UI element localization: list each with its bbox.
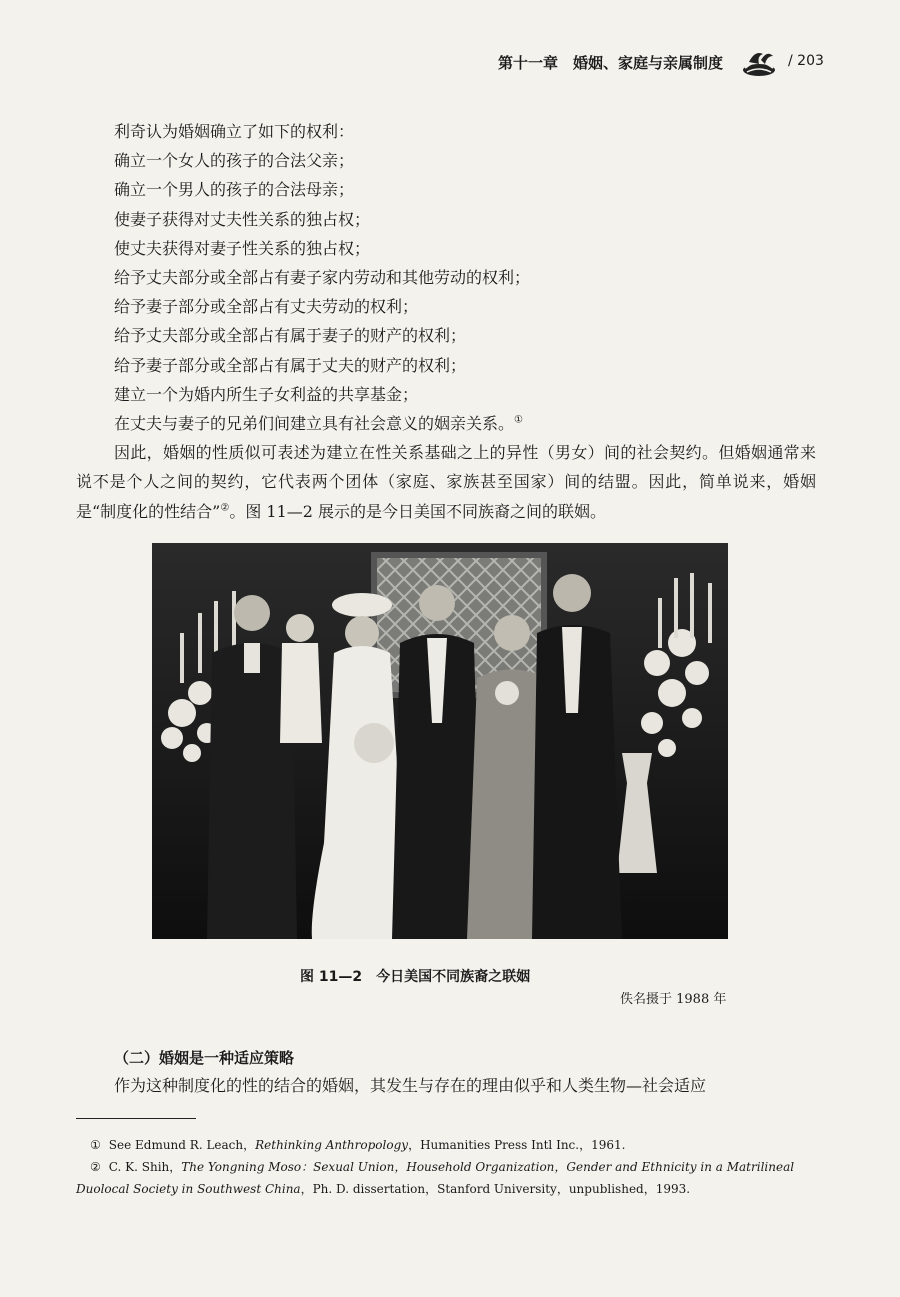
footnote-text: ，Ph. D. dissertation，Stanford University，unpublished，1993. — [300, 1182, 691, 1196]
rights-item-last — [76, 409, 816, 438]
footnote-2 — [76, 1156, 816, 1200]
rights-item: 确立一个男人的孩子的合法母亲； — [114, 180, 355, 200]
main-text — [76, 117, 816, 526]
rights-item: 确立一个女人的孩子的合法父亲； — [114, 151, 355, 171]
rights-item: 给予妻子部分或全部占有丈夫劳动的权利； — [114, 297, 419, 317]
footnote-title: Rethinking Anthropology — [255, 1138, 409, 1152]
footnote-1 — [76, 1134, 816, 1156]
footnote-ref-1[interactable]: ① — [514, 414, 523, 426]
book-logo-icon — [741, 48, 777, 78]
figure-caption: 图 11—2 今日美国不同族裔之联姻 — [300, 969, 531, 985]
figure-credit: 佚名摄于 1988 年 — [620, 992, 727, 1007]
rights-item: 给予丈夫部分或全部占有妻子家内劳动和其他劳动的权利； — [114, 268, 531, 288]
wedding-photo — [152, 543, 728, 939]
footnote-title: The Yongning Moso：Sexual Union，Household Organization，Gender and Ethnicity in a Matrilineal Duolocal Society in Southwest China — [76, 1160, 795, 1196]
rights-item: 建立一个为婚内所生子女利益的共享基金； — [114, 384, 419, 404]
rights-item-text: 在丈夫与妻子的兄弟们间建立具有社会意义的姻亲关系。 — [114, 414, 515, 434]
section-paragraph: 作为这种制度化的性的结合的婚姻，其发生与存在的理由似乎和人类生物—社会适应 — [114, 1076, 707, 1095]
footnote-marker: ② — [90, 1160, 101, 1174]
rights-item: 给予丈夫部分或全部占有属于妻子的财产的权利； — [114, 326, 467, 346]
footnote-text: C. K. Shih， — [108, 1160, 182, 1174]
chapter-title: 第十一章 婚姻、家庭与亲属制度 — [498, 54, 724, 72]
rights-intro: 利奇认为婚姻确立了如下的权利： — [114, 122, 355, 141]
running-header — [0, 50, 900, 80]
page-number: / 203 — [788, 53, 824, 69]
footnote-text: ，Humanities Press Intl Inc.，1961. — [408, 1138, 626, 1152]
section-heading: （二）婚姻是一种适应策略 — [114, 1049, 295, 1067]
footnote-text: See Edmund R. Leach， — [108, 1138, 256, 1152]
paragraph-text-1: 因此，婚姻的性质似可表述为建立在性关系基础之上的异性（男女）间的社会契约。但婚姻通常来说不是个人之间的契约，它代表两个团体（家庭、家族甚至国家）间的结盟。因此，简单说来，婚姻是“制度化的性结合” — [76, 443, 816, 521]
paragraph-text-2: 。图 11—2 展示的是今日美国不同族裔之间的联姻。 — [229, 501, 607, 521]
rights-item: 使丈夫获得对妻子性关系的独占权； — [114, 238, 371, 258]
footnote-ref-2[interactable]: ② — [220, 502, 230, 514]
footnote-divider — [76, 1118, 196, 1119]
footnote-marker: ① — [90, 1138, 101, 1152]
rights-item: 给予妻子部分或全部占有属于丈夫的财产的权利； — [114, 355, 467, 375]
body-paragraph — [76, 438, 816, 526]
rights-item: 使妻子获得对丈夫性关系的独占权； — [114, 209, 371, 229]
footnotes — [76, 1134, 816, 1200]
